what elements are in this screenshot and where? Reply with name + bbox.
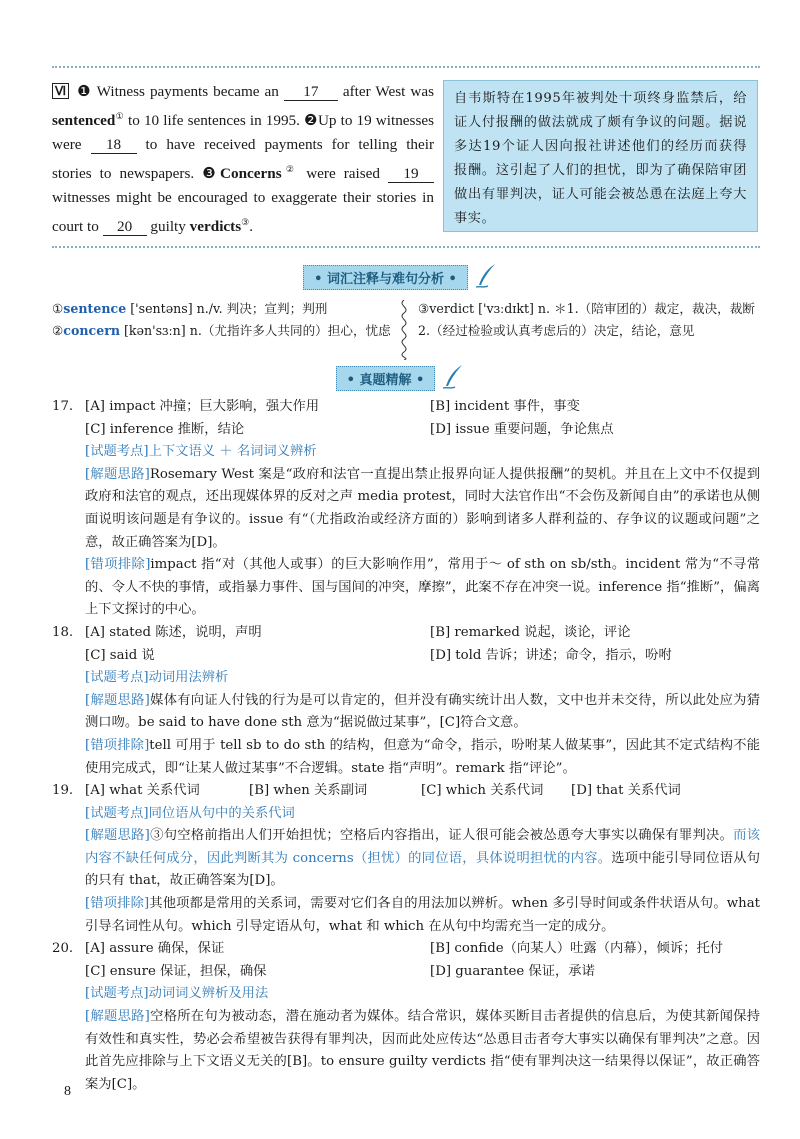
q19-options-row bbox=[52, 780, 760, 803]
solution-text: 选项中能引导同位语从句的只有 that，故正确答案为[D]。 bbox=[85, 850, 760, 889]
solution-text: 空格所在句为被动态，潜在施动者为媒体。结合常识，媒体买断目击者提供的信息后，为使其新闻保持有效性和真实性，势必会希望被告获得有罪判决，因而此处应传达“怂恿目击者夸大事实以确保有罪判决”之意。因此首先应排除与上下文语义无关的[B]。to ensure guilty verdicts 指“使有罪判决这一结果得以保证”，故正确答案为[C]。 bbox=[85, 1009, 760, 1092]
keyword-concerns: Concerns bbox=[220, 165, 282, 183]
vocab-heading: • 词汇注释与难句分析 • bbox=[303, 265, 468, 290]
passage-divider bbox=[52, 246, 760, 248]
vocab-def: [kən'sɜːn] n.（尤指许多人共同的）担心，忧虑 bbox=[120, 323, 391, 338]
tag-label: [错项排除] bbox=[85, 896, 150, 912]
passage-text bbox=[52, 80, 434, 239]
footnote-mark: ② bbox=[281, 164, 299, 175]
tag-label: [解题思路] bbox=[85, 466, 150, 482]
tag-label: [错项排除] bbox=[85, 557, 151, 573]
option-c: [C] which 关系代词 bbox=[421, 783, 544, 799]
quill-pen-icon bbox=[475, 263, 497, 289]
option-d: [D] issue 重要问题，争论焦点 bbox=[430, 421, 614, 437]
footnote-mark: ① bbox=[115, 111, 124, 121]
option-c: [C] ensure 保证，担保，确保 bbox=[85, 963, 267, 979]
tag-label: [试题考点] bbox=[85, 805, 149, 821]
q17-options-row1 bbox=[52, 396, 760, 419]
passage-segment: . bbox=[249, 218, 253, 236]
key-point-text: 同位语从句中的关系代词 bbox=[148, 805, 295, 821]
translation-box: 自韦斯特在1995年被判处十项终身监禁后，给证人付报酬的做法就成了颇有争议的问题。据说多达19个证人因向报社讲述他们的经历而获得报酬。这引起了人们的担忧，即为了确保陪审团做出有罪判决，证人可能会被怂恿在法庭上夸大事实。 bbox=[443, 80, 758, 232]
key-point-text: 动词词义辨析及用法 bbox=[148, 986, 269, 1002]
passage-segment: to have received payments for telling their stories to newspapers. bbox=[52, 136, 435, 183]
q18-options-row1 bbox=[52, 622, 760, 645]
vocab-word: concern bbox=[63, 323, 120, 338]
vocab-entry-sentence bbox=[52, 298, 392, 320]
passage-segment: witnesses might be encouraged to exaggerate their stories in court to bbox=[52, 189, 434, 236]
tag-label: [解题思路] bbox=[85, 828, 150, 844]
answers-heading: • 真题精解 • bbox=[336, 366, 436, 391]
option-a: [A] what 关系代词 bbox=[85, 783, 200, 799]
blank-20: 20 bbox=[103, 218, 147, 236]
option-b: [B] incident 事件，事变 bbox=[430, 399, 580, 414]
solution-highlight: 而该内容不缺任何成分，因此判断其为 concerns（担忧）的同位语，具体说明担忧的内容。 bbox=[85, 828, 760, 866]
q17-solution bbox=[52, 464, 760, 554]
option-c: [C] inference 推断，结论 bbox=[85, 421, 245, 437]
vocab-heading-row bbox=[0, 263, 800, 290]
q19-key-point bbox=[52, 803, 760, 826]
section-number: Ⅵ bbox=[52, 83, 69, 99]
tag-label: [错项排除] bbox=[85, 737, 150, 753]
passage-segment: to 10 life sentences in 1995. bbox=[128, 112, 300, 130]
answer-analysis bbox=[52, 396, 760, 1096]
passage-segment: were raised bbox=[306, 165, 380, 183]
option-d: [D] that 关系代词 bbox=[571, 783, 681, 799]
solution-text: ③句空格前指出人们开始担忧；空格后内容指出，证人很可能会被怂恿夸大事实以确保有罪判决。 bbox=[149, 828, 734, 844]
option-b: [B] when 关系副词 bbox=[249, 783, 368, 799]
vocab-entry-verdict: ③verdict ['vɜːdɪkt] n. ＊1.（陪审团的）裁定，裁决，裁断 2.（经过检验或认真考虑后的）决定，结论，意见 bbox=[418, 301, 755, 338]
q20-options-row1 bbox=[52, 938, 760, 961]
page-number: 8 bbox=[64, 1084, 71, 1099]
option-d: [D] told 告诉；讲述；命令，指示，吩咐 bbox=[430, 647, 672, 663]
blank-19: 19 bbox=[388, 165, 434, 183]
vocab-entry-concern bbox=[52, 320, 392, 342]
key-point-text: 动词用法辨析 bbox=[148, 670, 229, 686]
sentence-3-marker: ❸ bbox=[202, 165, 221, 183]
q18-solution bbox=[52, 690, 760, 735]
option-a: [A] stated 陈述，说明，声明 bbox=[85, 624, 262, 640]
vocab-word: sentence bbox=[63, 301, 127, 316]
footnote-mark: ③ bbox=[241, 217, 250, 228]
vocab-left-column bbox=[52, 298, 392, 342]
tag-label: [解题思路] bbox=[85, 1009, 150, 1025]
q17-key-point bbox=[52, 441, 760, 464]
option-b: [B] remarked 说起，谈论，评论 bbox=[430, 624, 631, 640]
spiral-divider-icon bbox=[397, 300, 411, 360]
answers-heading-row bbox=[0, 364, 800, 391]
q19-elimination bbox=[52, 893, 760, 938]
q19-solution bbox=[52, 825, 760, 893]
question-number: 19. bbox=[52, 783, 74, 799]
option-d: [D] guarantee 保证，承诺 bbox=[430, 963, 595, 979]
key-point-text: 上下文语义 ＋ 名词词义辨析 bbox=[148, 444, 317, 460]
blank-18: 18 bbox=[91, 136, 137, 154]
passage-segment: Witness payments became an bbox=[96, 83, 279, 100]
solution-text: 媒体有向证人付钱的行为是可以肯定的，但并没有确实统计出人数，文中也并未交待，所以此处应为猜测口吻。be said to have done sth 意为“据说做过某事”，[C]符合文意。 bbox=[85, 692, 760, 731]
q20-key-point bbox=[52, 983, 760, 1006]
question-number: 17. bbox=[52, 399, 74, 414]
vocab-num: ① bbox=[52, 301, 64, 316]
tag-label: [试题考点] bbox=[85, 986, 149, 1002]
passage-segment: guilty bbox=[150, 218, 186, 236]
elimination-text: tell 可用于 tell sb to do sth 的结构，但意为“命令，指示，吩咐某人做某事”，因此其不定式结构不能使用完成式，即“让某人做过某事”不合逻辑。state 指“声明”。remark 指“评论”。 bbox=[85, 737, 760, 776]
solution-text: Rosemary West 案是“政府和法官一直提出禁止报界向证人提供报酬”的契机。并且在上文中不仅提到政府和法官的观点，还出现媒体界的反对之声 media protest，同时大法官作出“不会伤及新闻自由”的承诺也从侧面说明该问题是有争议的。issue 有“（尤指政治或经济方面的）影响到诸多人群利益的、存争议的议题或问题”之意，故正确答案为[D]。 bbox=[85, 466, 760, 550]
sentence-1-marker: ❶ bbox=[77, 83, 92, 100]
blank-17: 17 bbox=[284, 83, 338, 101]
q18-key-point bbox=[52, 667, 760, 690]
passage-segment: after West was bbox=[342, 83, 435, 100]
tag-label: [解题思路] bbox=[85, 692, 150, 708]
q18-options-row2 bbox=[52, 645, 760, 668]
passage-segment: Up to 19 witnesses were bbox=[52, 112, 435, 154]
q20-options-row2 bbox=[52, 961, 760, 984]
q18-elimination bbox=[52, 735, 760, 780]
q20-solution bbox=[52, 1006, 760, 1096]
elimination-text: 其他项都是常用的关系词，需要对它们各自的用法加以辨析。when 多引导时间或条件状语从句。what 引导名词性从句。which 引导定语从句，what 和 which 在从句中均需充当一定的成分。 bbox=[85, 896, 760, 934]
elimination-text: impact 指“对（其他人或事）的巨大影响作用”，常用于～ of sth on sb/sth。incident 常为“不寻常的、令人不快的事情，或指暴力事件、国与国间的冲突，摩擦”，此案不存在冲突一说。inference 指“推断”，偏离上下文探讨的中心。 bbox=[85, 557, 760, 618]
top-divider bbox=[52, 66, 760, 68]
quill-pen-icon bbox=[442, 364, 464, 390]
question-number: 20. bbox=[52, 941, 74, 957]
tag-label: [试题考点] bbox=[85, 670, 149, 686]
option-b: [B] confide（向某人）吐露（内幕），倾诉；托付 bbox=[430, 941, 724, 957]
option-a: [A] assure 确保，保证 bbox=[85, 941, 225, 957]
tag-label: [试题考点] bbox=[85, 444, 149, 460]
keyword-sentenced: sentenced bbox=[52, 112, 116, 130]
option-a: [A] impact 冲撞；巨大影响，强大作用 bbox=[85, 399, 320, 414]
keyword-verdicts: verdicts bbox=[189, 218, 242, 236]
q17-options-row2 bbox=[52, 419, 760, 442]
vocab-num: ② bbox=[52, 323, 64, 338]
question-number: 18. bbox=[52, 624, 74, 640]
q17-elimination bbox=[52, 554, 760, 622]
vocab-def: ['sentəns] n./v. 判决；宣判；判刑 bbox=[126, 301, 328, 316]
sentence-2-marker: ❷ bbox=[304, 112, 318, 130]
option-c: [C] said 说 bbox=[85, 647, 155, 663]
